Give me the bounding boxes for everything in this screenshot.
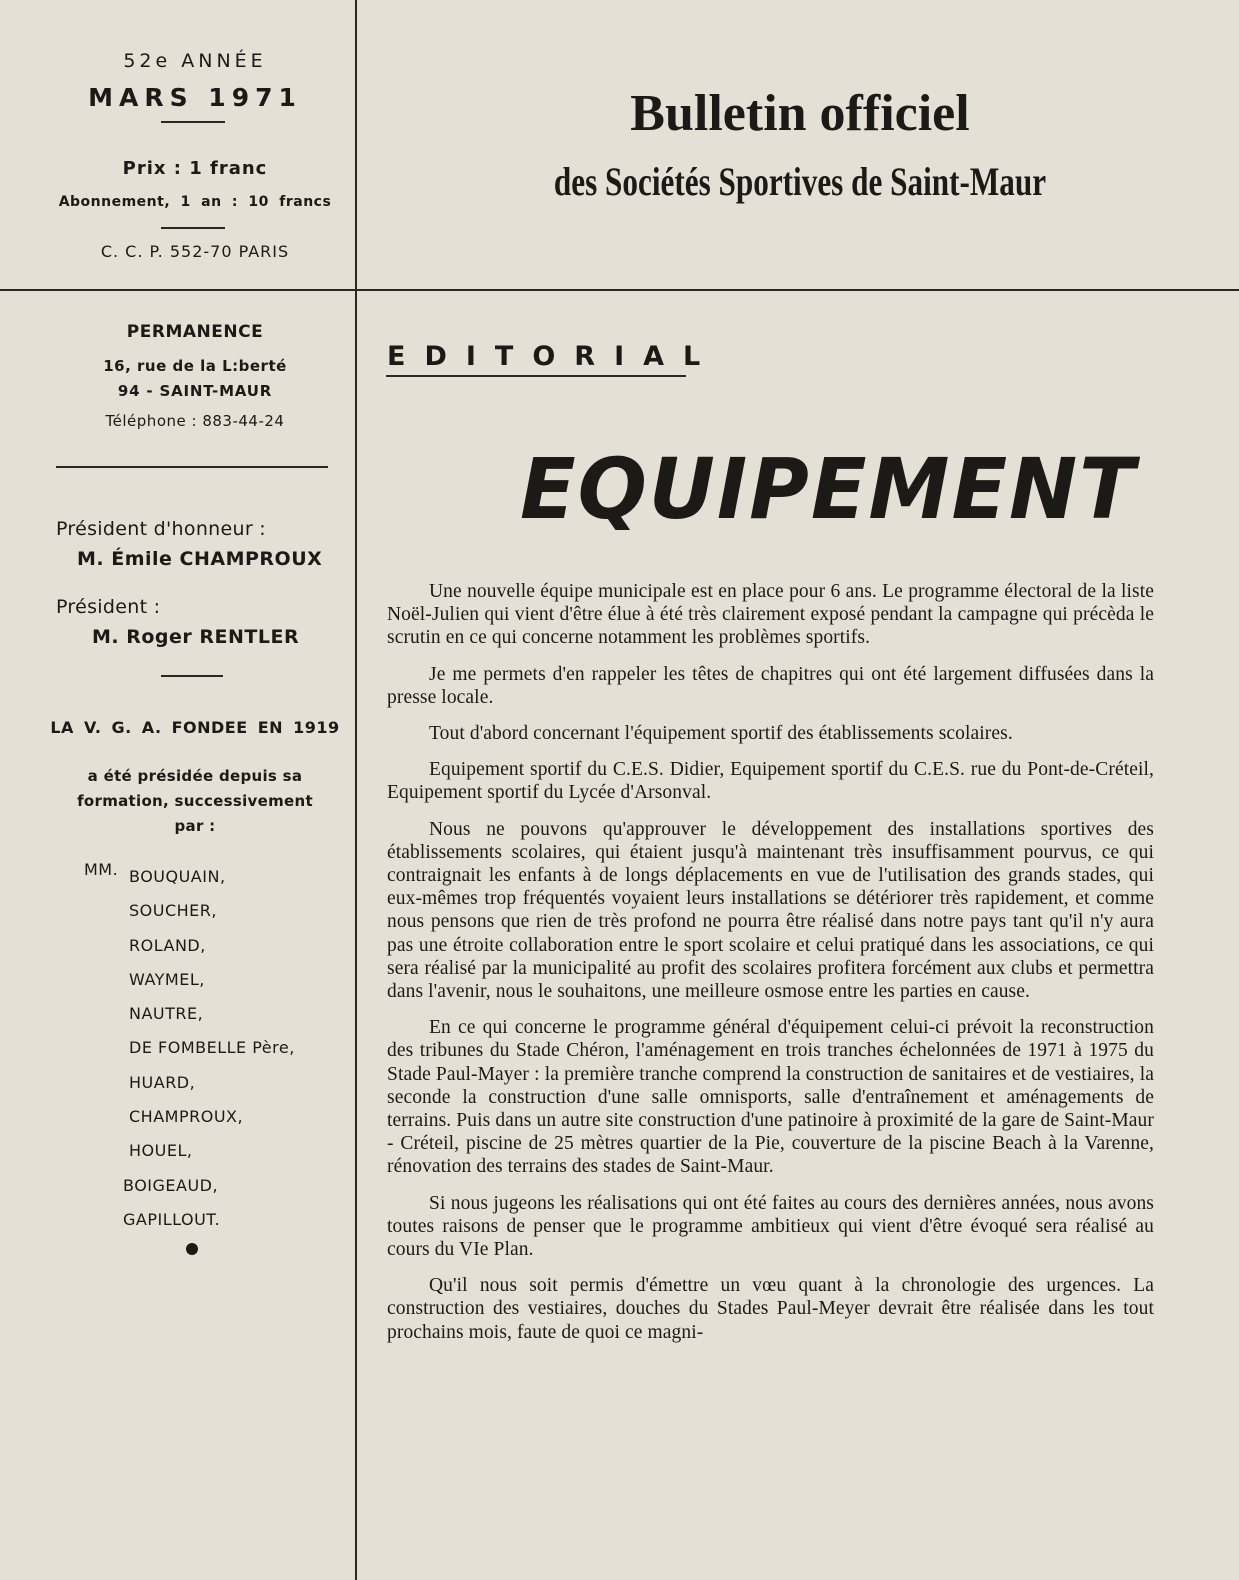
headline: EQUIPEMENT xyxy=(520,440,1137,538)
paragraph: Une nouvelle équipe municipale est en place pour 6 ans. Le programme électoral de la liste Noël-Julien qui vient d'être élue à été très clairement exposé pendant la campagne qui précèda le scrutin en ce qui concerne notamment les problèmes sportifs. xyxy=(387,581,1154,649)
bullet-ornament xyxy=(186,1243,198,1255)
list-item: HOUEL, xyxy=(129,1141,193,1161)
paragraph: En ce qui concerne le programme général d'équipement celui-ci prévoit la reconstruction des tribunes du Stade Chéron, l'aménagement en trois tranches échelonnées de 1971 à 1975 du Stade Paul-Mayer : la première tranche comprend la construction de sanitaires et de vestiaires, la seconde la construction d'une salle omnisports, salle d'entraînement et aménagements de terrains. Puis dans un autre site construction d'une patinoire à proximité de la gare de Saint-Maur - Créteil, piscine de 25 mètres quartier de la Pie, couverture de la piscine Beach à la Varenne, rénovation des terrains des stades de Saint-Maur. xyxy=(387,1017,1154,1178)
bulletin-title: Bulletin officiel xyxy=(630,85,970,142)
paragraph: Si nous jugeons les réalisations qui ont été faites au cours des dernières années, nous avons toutes raisons de penser que le programme ambitieux qui vient d'être évoqué sera réalisé au cours du VIe Plan. xyxy=(387,1192,1154,1261)
issue-date: MARS 1971 xyxy=(88,83,302,112)
sidebar-rule xyxy=(56,466,328,468)
subscription: Abonnement, 1 an : 10 francs xyxy=(58,194,332,210)
ccp-account: C. C. P. 552-70 PARIS xyxy=(100,242,290,261)
honorary-president-name: M. Émile CHAMPROUX xyxy=(77,548,323,570)
date-underline xyxy=(161,121,225,123)
paragraph: Equipement sportif du C.E.S. Didier, Equipement sportif du C.E.S. rue du Pont-de-Créteil, Equipement sportif du Lycée d'Arsonval. xyxy=(387,759,1154,804)
list-item: SOUCHER, xyxy=(129,901,217,921)
president-rule xyxy=(161,675,223,677)
list-item: HUARD, xyxy=(129,1072,196,1092)
list-item: GAPILLOUT. xyxy=(123,1209,221,1229)
list-item: CHAMPROUX, xyxy=(129,1107,244,1127)
address-line2: 94 - SAINT-MAUR xyxy=(117,382,273,400)
permanence-label: PERMANENCE xyxy=(126,322,264,342)
presided-note: a été présidée depuis sa formation, successivement par : xyxy=(77,767,313,835)
issue-year: 52e ANNÉE xyxy=(123,50,267,72)
editorial-underline xyxy=(386,375,686,377)
presidents-list xyxy=(123,867,295,1237)
president-name: M. Roger RENTLER xyxy=(92,626,300,648)
article-body xyxy=(387,580,1154,1357)
paragraph: Je me permets d'en rappeler les têtes de chapitres qui ont été largement diffusées dans la presse locale. xyxy=(387,663,1154,708)
price-rule xyxy=(161,227,225,229)
founded-note: LA V. G. A. FONDEE EN 1919 xyxy=(50,718,340,737)
section-heading: EDITORIAL xyxy=(387,341,720,372)
president-label: Président : xyxy=(56,596,161,618)
list-item: WAYMEL, xyxy=(129,969,205,989)
list-item: BOIGEAUD, xyxy=(123,1175,219,1195)
list-item: NAUTRE, xyxy=(129,1004,204,1024)
masthead-rule xyxy=(0,289,1239,291)
column-divider xyxy=(355,0,357,1580)
honorary-president-label: Président d'honneur : xyxy=(56,518,266,540)
list-item: BOUQUAIN, xyxy=(129,867,226,886)
bulletin-subtitle: des Sociétés Sportives de Saint-Maur xyxy=(553,159,1047,204)
price: Prix : 1 franc xyxy=(122,158,268,179)
paragraph: Qu'il nous soit permis d'émettre un vœu quant à la chronologie des urgences. La construction des vestiaires, douches du Stades Paul-Meyer devrait être réalisée dans les tout prochains mois, faute de quoi ce magni- xyxy=(387,1275,1154,1343)
presidents-prefix: MM. xyxy=(84,860,119,879)
list-item: DE FOMBELLE Père, xyxy=(129,1038,295,1058)
paragraph: Nous ne pouvons qu'approuver le développement des installations sportives des établissements scolaires, qui étaient jusqu'à maintenant très insuffisamment pourvus, ce qui contraignait les enfants à de longs déplacements en vue de l'utilisation des grands stades, qui eux-mêmes trop fréquentés voyaient leurs installations se détériorer très rapidement, et comme nous pensons que rien de très profond ne pourra être réalisé dans notre pays tant qu'il n'y aura pas une étroite collaboration entre le sport scolaire et celui pratiqué dans les associations, ce qui sera réalisé par la municipalité au profit des scolaires profitera forcément aux clubs et permettra dans l'avenir, nous le souhaitons, une meilleure osmose entre les parties en cause. xyxy=(387,818,1154,1003)
phone: Téléphone : 883-44-24 xyxy=(105,412,285,430)
address-line1: 16, rue de la L:berté xyxy=(103,357,287,375)
list-item: ROLAND, xyxy=(129,935,206,955)
paragraph: Tout d'abord concernant l'équipement sportif des établissements scolaires. xyxy=(429,723,1013,745)
